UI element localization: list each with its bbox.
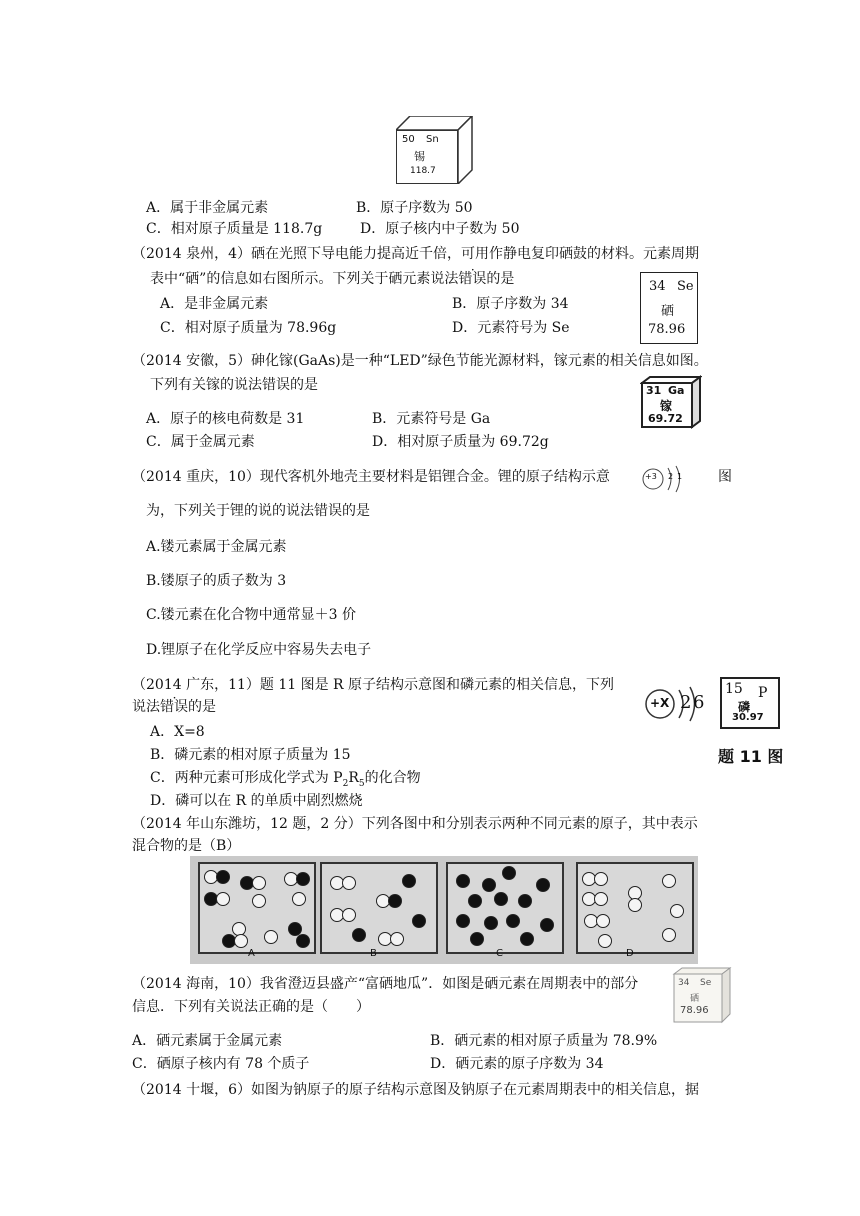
panel-label: B (370, 948, 377, 959)
p-element-tile (720, 677, 780, 729)
tile-number: 50 (402, 134, 415, 145)
tile-name: 磷 (738, 700, 751, 714)
question-stem: （2014 安徽，5）砷化镓(GaAs)是一种“LED”绿色节能光源材料，镓元素的相关信息如图。 (132, 353, 708, 369)
option-b: B．磷元素的相对原子质量为 15 (150, 747, 351, 763)
nucleus-charge: +X (650, 696, 670, 710)
question-stem-line2: 信息．下列有关说法正确的是（ ） (132, 999, 370, 1015)
mixture-diagram (190, 856, 698, 964)
shell-1: 2 (680, 692, 692, 713)
option-d: D.锂原子在化学反应中容易失去电子 (146, 642, 372, 658)
tile-symbol: Se (700, 978, 712, 988)
option-b: B．原子序数为 50 (356, 200, 473, 216)
option-b: B．原子序数为 34 (452, 296, 569, 312)
question-stem: （2014 泉州，4）硒在光照下导电能力提高近千倍，可用作静电复印硒鼓的材料。元素周期 (132, 246, 699, 262)
option-d: D．硒元素的原子序数为 34 (430, 1056, 604, 1072)
tile-symbol: Sn (426, 134, 439, 145)
option-b: B．硒元素的相对原子质量为 78.9% (430, 1033, 658, 1049)
option-a: A.镂元素属于金属元素 (146, 539, 287, 555)
se-element-tile (640, 272, 698, 344)
shell-2: 1 (677, 472, 683, 481)
panel-d (576, 862, 694, 954)
question-stem-line2: 为，下列关于锂的说的说法错误的是 (146, 503, 370, 519)
shell-1: 2 (668, 472, 674, 481)
option-c: C．相对原子质量为 78.96g (160, 320, 337, 336)
tile-mass: 69.72 (648, 412, 683, 425)
option-c: C．相对原子质量是 118.7g (146, 221, 323, 237)
tile-number: 34 (678, 978, 690, 988)
nucleus-charge: +3 (645, 472, 657, 481)
tile-name: 镓 (660, 399, 673, 413)
panel-label: C (496, 948, 503, 959)
tile-symbol: Ga (668, 384, 685, 397)
question-stem: （2014 重庆，10）现代客机外地壳主要材料是铝锂合金。锂的原子结构示意 (132, 469, 610, 485)
option-c: C．硒原子核内有 78 个质子 (132, 1056, 310, 1072)
option-c: C．两种元素可形成化学式为 $P_2R_5$的化合物 (150, 770, 421, 789)
question-stem: （2014 十堰，6）如图为钠原子的原子结构示意图及钠原子在元素周期表中的相关信息，据 (132, 1082, 699, 1098)
option-d: D．原子核内中子数为 50 (360, 221, 520, 237)
tile-name: 硒 (690, 994, 700, 1004)
option-d: D．元素符号为 Se (452, 320, 570, 336)
option-c: C．属于金属元素 (146, 434, 255, 450)
option-b: B．元素符号是 Ga (372, 411, 491, 427)
question-stem-line2: 说法错误的是 (132, 699, 216, 715)
tile-number: 31 (646, 384, 662, 397)
option-a: A．硒元素属于金属元素 (132, 1033, 283, 1049)
question-stem: （2014 海南，10）我省澄迈县盛产“富硒地瓜”．如图是硒元素在周期表中的部分 (132, 976, 639, 992)
option-c: C.镂元素在化合物中通常显＋3 价 (146, 607, 357, 623)
question-stem: （2014 广东，11）题 11 图是 R 原子结构示意图和磷元素的相关信息，下列 (132, 677, 615, 693)
panel-b (320, 862, 438, 954)
tile-mass: 118.7 (410, 166, 436, 176)
shell-2: 6 (693, 692, 705, 713)
tile-mass: 78.96 (680, 1005, 709, 1016)
option-a: A．原子的核电荷数是 31 (146, 411, 305, 427)
question-stem-line2: 表中“硒”的信息如右图所示。下列关于硒元素说法错误的是 (150, 271, 515, 287)
tile-name: 锡 (414, 150, 425, 163)
question-stem-end: 图 (718, 469, 732, 485)
tile-name: 硒 (661, 304, 675, 319)
option-d: D．相对原子质量为 69.72g (372, 434, 549, 450)
option-a: A．X=8 (150, 724, 205, 740)
tile-mass: 78.96 (648, 322, 686, 337)
tile-number: 34 (649, 279, 666, 294)
tile-symbol: Se (677, 279, 694, 294)
question-stem-line2: 混合物的是（B） (132, 838, 241, 854)
tile-mass: 30.97 (732, 712, 764, 723)
panel-label: A (248, 948, 255, 959)
panel-a (198, 862, 316, 954)
figure-caption: 题 11 图 (718, 747, 784, 766)
panel-c (446, 862, 564, 954)
tile-symbol: P (758, 685, 768, 701)
tile-number: 15 (725, 681, 743, 697)
question-stem: （2014 年山东潍坊，12 题，2 分）下列各图中和分别表示两种不同元素的原子，其中表示 (132, 816, 698, 832)
option-a: A．是非金属元素 (160, 296, 269, 312)
option-a: A．属于非金属元素 (146, 200, 269, 216)
panel-label: D (626, 948, 634, 959)
option-d: D．磷可以在 R 的单质中剧烈燃烧 (150, 793, 363, 809)
question-stem-line2: 下列有关镓的说法错误的是 (150, 377, 318, 393)
option-b: B.镂原子的质子数为 3 (146, 573, 287, 589)
